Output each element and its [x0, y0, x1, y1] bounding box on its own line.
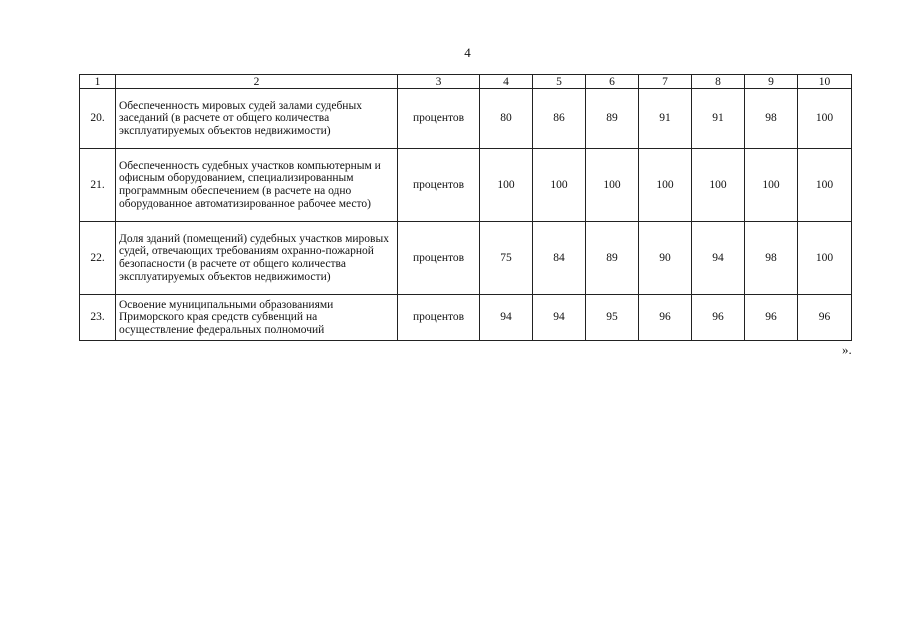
value-cell: 90 [639, 222, 692, 295]
value-cell: 100 [798, 222, 852, 295]
table-row [80, 89, 852, 149]
value-cell: 89 [586, 89, 639, 149]
column-header: 6 [586, 75, 639, 89]
closing-quote-mark: ». [842, 342, 852, 357]
column-header: 5 [533, 75, 586, 89]
row-number: 22. [80, 222, 116, 295]
unit-cell: процентов [398, 149, 480, 222]
value-cell: 86 [533, 89, 586, 149]
value-cell: 96 [798, 295, 852, 341]
value-cell: 94 [533, 295, 586, 341]
column-header: 8 [692, 75, 745, 89]
page-number: 4 [464, 45, 471, 60]
column-header: 4 [480, 75, 533, 89]
table-row [80, 149, 852, 222]
value-cell: 96 [639, 295, 692, 341]
value-cell: 96 [692, 295, 745, 341]
value-cell: 98 [745, 222, 798, 295]
value-cell: 96 [745, 295, 798, 341]
value-cell: 100 [639, 149, 692, 222]
table-row [80, 222, 852, 295]
value-cell: 100 [586, 149, 639, 222]
row-number: 23. [80, 295, 116, 341]
unit-cell: процентов [398, 222, 480, 295]
indicator-name: Доля зданий (помещений) судебных участков мировых судей, отвечающих требованиям охранно-пожарной безопасности (в расчете от общего количества эксплуатируемых объектов недвижимости) [116, 222, 398, 295]
row-number: 20. [80, 89, 116, 149]
indicator-name: Обеспеченность мировых судей залами судебных заседаний (в расчете от общего количества эксплуатируемых объектов недвижимости) [116, 89, 398, 149]
value-cell: 80 [480, 89, 533, 149]
indicator-name: Обеспеченность судебных участков компьютерным и офисным оборудованием, специализированным программным обеспечением (в расчете на одно оборудованное автоматизированное рабочее место) [116, 149, 398, 222]
header-row [80, 75, 852, 89]
value-cell: 100 [692, 149, 745, 222]
column-header: 3 [398, 75, 480, 89]
unit-cell: процентов [398, 89, 480, 149]
value-cell: 94 [692, 222, 745, 295]
value-cell: 91 [692, 89, 745, 149]
column-header: 10 [798, 75, 852, 89]
value-cell: 95 [586, 295, 639, 341]
value-cell: 84 [533, 222, 586, 295]
indicator-name: Освоение муниципальными образованиями Приморского края средств субвенций на осуществление федеральных полномочий [116, 295, 398, 341]
indicators-table [79, 74, 852, 341]
column-header: 2 [116, 75, 398, 89]
value-cell: 100 [798, 89, 852, 149]
value-cell: 100 [798, 149, 852, 222]
value-cell: 100 [745, 149, 798, 222]
value-cell: 100 [480, 149, 533, 222]
table-row [80, 295, 852, 341]
value-cell: 75 [480, 222, 533, 295]
value-cell: 98 [745, 89, 798, 149]
column-header: 7 [639, 75, 692, 89]
row-number: 21. [80, 149, 116, 222]
value-cell: 89 [586, 222, 639, 295]
column-header: 9 [745, 75, 798, 89]
value-cell: 100 [533, 149, 586, 222]
unit-cell: процентов [398, 295, 480, 341]
value-cell: 91 [639, 89, 692, 149]
value-cell: 94 [480, 295, 533, 341]
column-header: 1 [80, 75, 116, 89]
